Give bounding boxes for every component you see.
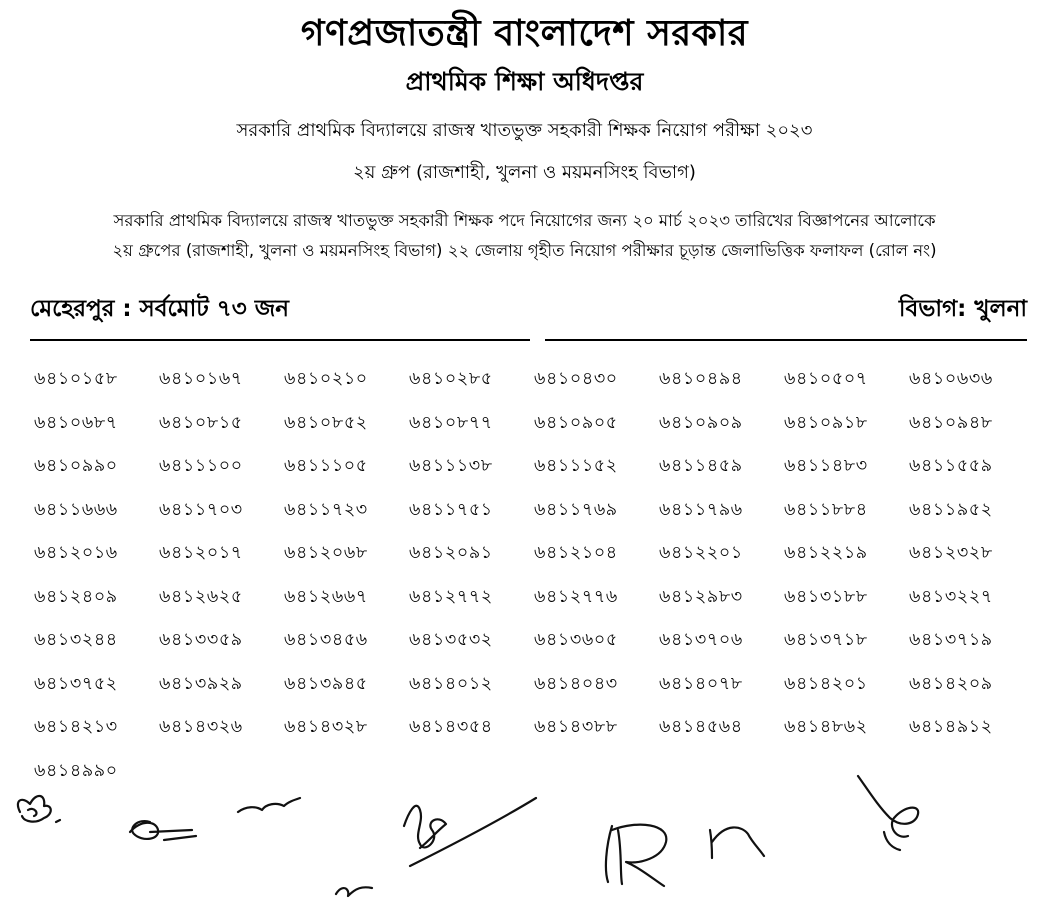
roll-number: ৬৪১৩৪৫৬ bbox=[284, 630, 368, 650]
roll-number: ৬৪১৩৯২৯ bbox=[159, 673, 243, 694]
roll-number: ৬৪১২৬৬৭ bbox=[284, 586, 368, 607]
roll-number: ৬৪১১৭৫১ bbox=[409, 499, 493, 520]
government-title: গণপ্রজাতন্ত্রী বাংলাদেশ সরকার bbox=[300, 13, 749, 54]
roll-number: ৬৪১৩৭০৬ bbox=[659, 630, 743, 650]
roll-number: ৬৪১০৯০৯ bbox=[659, 412, 743, 433]
district-total-heading: মেহেরপুর : সর্বমোট ৭৩ জন bbox=[30, 296, 289, 322]
signatures-area bbox=[0, 770, 1049, 906]
roll-number: ৬৪১০৬৮৭ bbox=[34, 412, 118, 433]
roll-number: ৬৪১১১৫২ bbox=[534, 456, 618, 476]
roll-number: ৬৪১১৭২৩ bbox=[284, 499, 368, 520]
roll-number: ৬৪১৩৩৫৯ bbox=[159, 630, 243, 650]
roll-number: ৬৪১২১০৪ bbox=[534, 543, 618, 563]
roll-number: ৬৪১৪৫৬৪ bbox=[659, 717, 743, 737]
roll-number: ৬৪১০৪৯৪ bbox=[659, 369, 743, 389]
roll-number: ৬৪১৪৩৮৮ bbox=[534, 717, 618, 737]
roll-number: ৬৪১৩৬০৫ bbox=[534, 630, 618, 650]
roll-number: ৬৪১১৯৫২ bbox=[909, 499, 993, 520]
roll-number: ৬৪১১৭০৩ bbox=[159, 499, 243, 520]
roll-number: ৬৪১০৯৯০ bbox=[34, 456, 118, 476]
roll-number: ৬৪১২০৯১ bbox=[409, 543, 493, 563]
roll-number: ৬৪১২২০১ bbox=[659, 543, 743, 563]
roll-number: ৬৪১১৬৬৬ bbox=[34, 499, 118, 520]
roll-number: ৬৪১০৪৩০ bbox=[534, 369, 618, 389]
roll-number: ৬৪১১৪৫৯ bbox=[659, 456, 743, 476]
roll-number: ৬৪১০৫০৭ bbox=[784, 369, 868, 389]
roll-number: ৬৪১২০১৭ bbox=[159, 543, 243, 563]
roll-number: ৬৪১২০১৬ bbox=[34, 543, 118, 563]
roll-number: ৬৪১২৯৮৩ bbox=[659, 586, 743, 607]
roll-number: ৬৪১২৭৭২ bbox=[409, 586, 493, 607]
signature-7 bbox=[710, 827, 764, 858]
divider-line-right bbox=[545, 339, 1027, 341]
roll-number: ৬৪১০৯৪৮ bbox=[909, 412, 993, 433]
roll-number: ৬৪১১১০০ bbox=[159, 456, 243, 476]
roll-number: ৬৪১৪০১২ bbox=[409, 673, 493, 694]
roll-number: ৬৪১১৭৬৯ bbox=[534, 499, 618, 520]
exam-title: সরকারি প্রাথমিক বিদ্যালয়ে রাজস্ব খাতভুক্ত সহকারী শিক্ষক নিয়োগ পরীক্ষা ২০২৩ bbox=[236, 120, 813, 141]
roll-number: ৬৪১৪২০১ bbox=[784, 673, 868, 694]
roll-number: ৬৪১৩৭১৯ bbox=[909, 630, 993, 650]
notice-line-1: সরকারি প্রাথমিক বিদ্যালয়ে রাজস্ব খাতভুক্ত সহকারী শিক্ষক পদে নিয়োগের জন্য ২০ মার্চ ২০২৩ তারিখের বিজ্ঞাপনের আলোকে bbox=[113, 211, 936, 230]
roll-number-grid bbox=[34, 366, 1034, 801]
signature-5 bbox=[404, 798, 536, 866]
divider-line-left bbox=[30, 339, 530, 341]
signature-3 bbox=[238, 798, 300, 812]
roll-number: ৬৪১০৮৫২ bbox=[284, 412, 368, 433]
group-title: ২য় গ্রুপ (রাজশাহী, খুলনা ও ময়মনসিংহ বিভাগ) bbox=[353, 162, 696, 183]
roll-number: ৬৪১৪৮৬২ bbox=[784, 717, 868, 737]
roll-number: ৬৪১০৯০৫ bbox=[534, 412, 618, 433]
roll-number: ৬৪১৩৭১৮ bbox=[784, 630, 868, 650]
roll-number: ৬৪১২২১৯ bbox=[784, 543, 868, 563]
roll-number: ৬৪১০২৮৫ bbox=[409, 369, 493, 389]
signature-2 bbox=[130, 821, 196, 840]
signature-8 bbox=[858, 776, 918, 850]
roll-number: ৬৪১১৪৮৩ bbox=[784, 456, 868, 476]
roll-number: ৬৪১২৬২৫ bbox=[159, 586, 243, 607]
roll-number: ৬৪১০৯১৮ bbox=[784, 412, 868, 433]
division-label: বিভাগ: খুলনা bbox=[898, 296, 1027, 322]
department-title: প্রাথমিক শিক্ষা অধিদপ্তর bbox=[405, 67, 644, 96]
roll-number: ৬৪১৩৯৪৫ bbox=[284, 673, 368, 694]
signature-1 bbox=[18, 796, 60, 822]
roll-number: ৬৪১৪৩২৬ bbox=[159, 717, 243, 737]
roll-number: ৬৪১৩৭৫২ bbox=[34, 673, 118, 694]
signature-6 bbox=[606, 825, 666, 886]
roll-number: ৬৪১০৮৭৭ bbox=[409, 412, 493, 433]
roll-number: ৬৪১১১০৫ bbox=[284, 456, 368, 476]
roll-number: ৬৪১৪০৭৮ bbox=[659, 673, 743, 694]
roll-number: ৬৪১১১৩৮ bbox=[409, 456, 493, 476]
notice-line-2: ২য় গ্রুপের (রাজশাহী, খুলনা ও ময়মনসিংহ বিভাগ) ২২ জেলায় গৃহীত নিয়োগ পরীক্ষার চূড়ান্ত জেলাভিত্তিক ফলাফল (রোল নং) bbox=[112, 241, 937, 260]
roll-number: ৬৪১০২১০ bbox=[284, 369, 368, 389]
roll-number: ৬৪১৪২১৩ bbox=[34, 717, 118, 737]
roll-number: ৬৪১১৭৯৬ bbox=[659, 499, 743, 520]
roll-number: ৬৪১৩১৮৮ bbox=[784, 586, 868, 607]
roll-number: ৬৪১২৩২৮ bbox=[909, 543, 993, 563]
roll-number: ৬৪১২৪০৯ bbox=[34, 586, 118, 607]
roll-number: ৬৪১৪৩৫৪ bbox=[409, 717, 493, 737]
roll-number: ৬৪১৩৫৩২ bbox=[409, 630, 493, 650]
roll-number: ৬৪১৪২০৯ bbox=[909, 673, 993, 694]
roll-number: ৬৪১০১৫৮ bbox=[34, 369, 118, 389]
roll-number: ৬৪১০১৬৭ bbox=[159, 369, 243, 389]
roll-number: ৬৪১৪৯৯০ bbox=[34, 760, 118, 781]
roll-number: ৬৪১২০৬৮ bbox=[284, 543, 368, 563]
roll-number: ৬৪১৩২২৭ bbox=[909, 586, 993, 607]
roll-number: ৬৪১৪৯১২ bbox=[909, 717, 993, 737]
roll-number: ৬৪১৪০৪৩ bbox=[534, 673, 618, 694]
signature-4 bbox=[336, 887, 372, 896]
roll-number: ৬৪১৩২৪৪ bbox=[34, 630, 118, 650]
roll-number: ৬৪১০৮১৫ bbox=[159, 412, 243, 433]
roll-number: ৬৪১১৮৮৪ bbox=[784, 499, 868, 520]
roll-number: ৬৪১১৫৫৯ bbox=[909, 456, 993, 476]
roll-number: ৬৪১৪৩২৮ bbox=[284, 717, 368, 737]
roll-number: ৬৪১২৭৭৬ bbox=[534, 586, 618, 607]
roll-number: ৬৪১০৬৩৬ bbox=[909, 369, 993, 389]
